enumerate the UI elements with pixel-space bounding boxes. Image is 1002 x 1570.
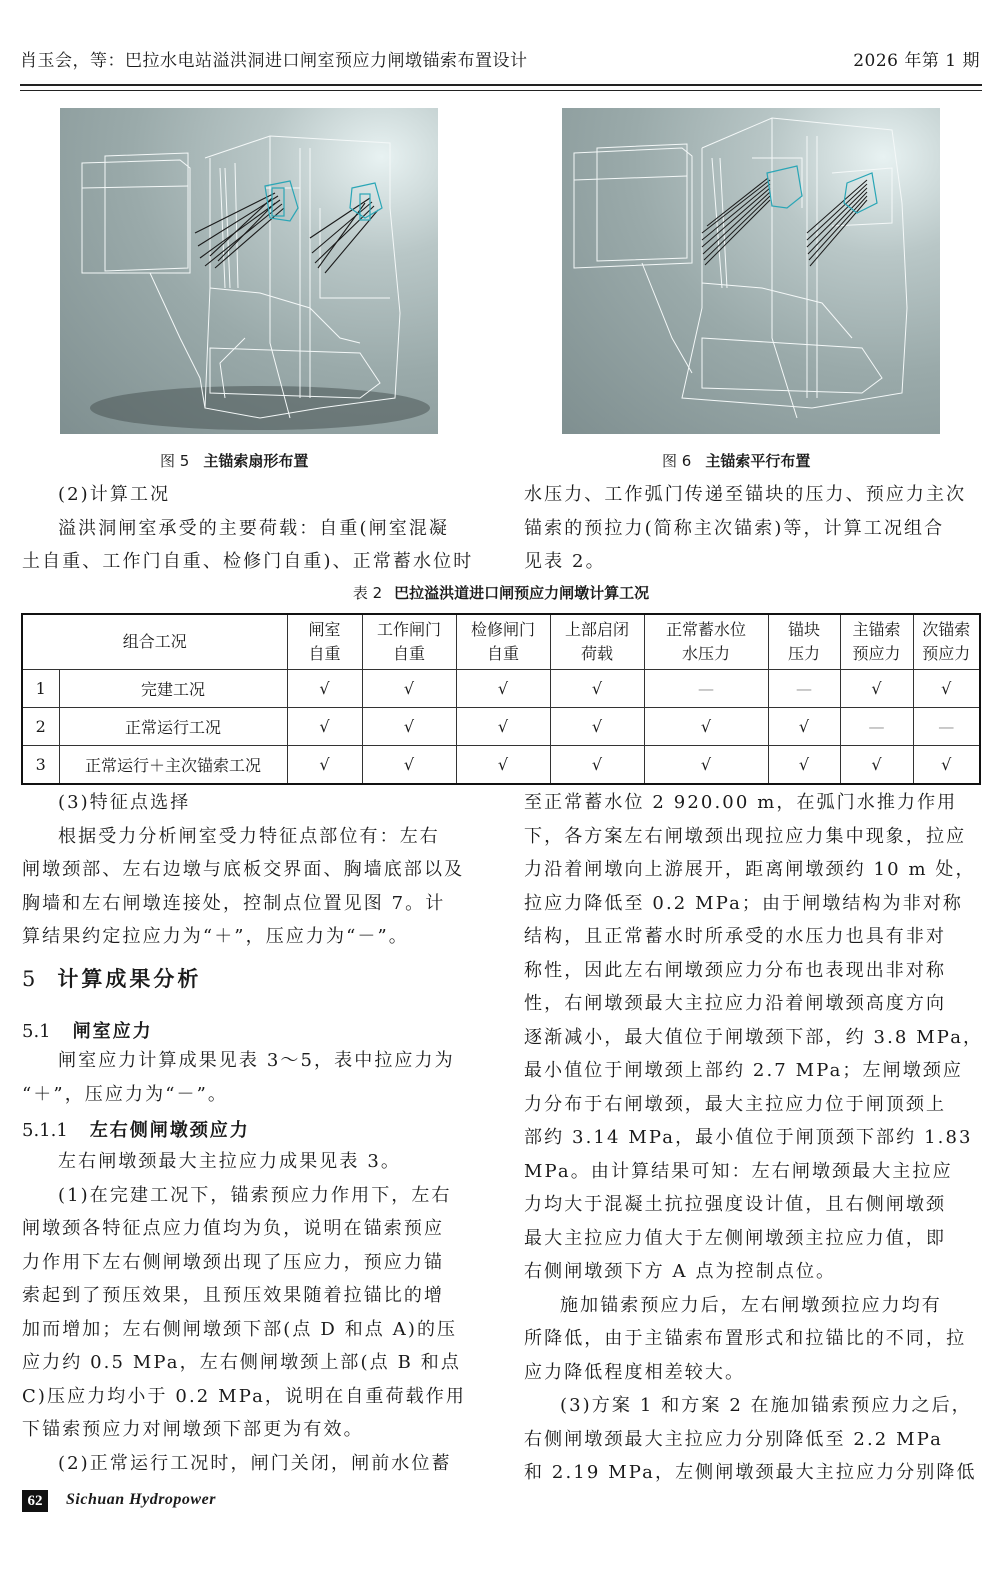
- row-condition-name: 正常运行工况: [59, 708, 287, 746]
- text-line: 所降低，由于主锚索布置形式和拉锚比的不同，拉: [524, 1328, 967, 1349]
- figure-caption-text: 主锚索扇形布置: [203, 452, 309, 470]
- text-line: MPa。由计算结果可知：左右闸墩颈最大主拉应: [524, 1160, 953, 1182]
- section-number: 5: [22, 967, 36, 991]
- section-5-1-1-text: [22, 1145, 476, 1480]
- text-line: 结构，且正常蓄水时所承受的水压力也具有非对: [524, 926, 947, 947]
- check-mark: √: [550, 746, 644, 785]
- text-line: C)压应力均小于 0.2 MPa，说明在自重荷载作用: [22, 1385, 466, 1407]
- text-line: 土自重、工作门自重、检修门自重)、正常蓄水位时: [22, 551, 474, 572]
- text-line: 力均大于混凝土抗拉强度设计值，且右侧闸墩颈: [524, 1194, 947, 1215]
- wireframe-model-fan: [60, 108, 438, 434]
- feature-points-section: [22, 786, 476, 954]
- header-cell: 工作闸门 自重: [362, 614, 456, 670]
- check-mark: √: [362, 670, 456, 708]
- section-number: 5.1.1: [22, 1120, 68, 1141]
- check-mark: √: [287, 746, 362, 785]
- text-line: (2)正常运行工况时，闸门关闭，闸前水位蓄: [58, 1452, 452, 1474]
- check-mark: √: [287, 708, 362, 746]
- text-line: 右侧闸墩颈最大主拉应力分别降低至 2.2 MPa: [524, 1428, 943, 1450]
- text-line: 胸墙和左右闸墩连接处，控制点位置见图 7。计: [22, 892, 446, 914]
- dash-mark: —: [840, 708, 913, 746]
- figure-6-image: [562, 108, 940, 434]
- figure-caption-text: 主锚索平行布置: [705, 452, 811, 470]
- header-rule: [20, 84, 982, 91]
- check-mark: √: [456, 670, 550, 708]
- figure-6-caption: [662, 450, 810, 471]
- running-header: [18, 44, 980, 74]
- text-line: 加而增加；左右侧闸墩颈下部(点 D 和点 A)的压: [22, 1318, 458, 1340]
- subheading: (3)特征点选择: [58, 792, 191, 813]
- header-cell: 检修闸门 自重: [456, 614, 550, 670]
- text-line: 见表 2。: [524, 551, 606, 572]
- table-2-title: [0, 582, 1002, 603]
- text-line: 和 2.19 MPa，左侧闸墩颈最大主拉应力分别降低: [524, 1462, 977, 1483]
- row-condition-name: 完建工况: [59, 670, 287, 708]
- header-cell: 闸室 自重: [287, 614, 362, 670]
- calc-conditions-section: [22, 478, 476, 579]
- wireframe-model-parallel: [562, 108, 940, 434]
- section-number: 5.1: [22, 1021, 51, 1042]
- text-line: 称性，因此左右闸墩颈应力分布也表现出非对称: [524, 959, 947, 981]
- dash-mark: —: [913, 708, 980, 746]
- table-row: [22, 746, 980, 785]
- table-number: 表 2: [352, 584, 383, 602]
- section-5-heading: [22, 963, 201, 993]
- text-line: 最小值位于闸墩颈上部约 2.7 MPa；左闸墩颈应: [524, 1060, 964, 1081]
- section-5-1-text: [22, 1044, 476, 1111]
- text-line: (1)在完建工况下，锚索预应力作用下，左右: [58, 1184, 452, 1206]
- check-mark: √: [768, 708, 840, 746]
- text-line: 应力降低程度相差较大。: [524, 1361, 746, 1383]
- check-mark: √: [840, 670, 913, 708]
- text-line: 拉应力降低至 0.2 MPa；由于闸墩结构为非对称: [524, 892, 964, 914]
- section-title: 闸室应力: [72, 1021, 153, 1042]
- header-cell: 主锚索 预应力: [840, 614, 913, 670]
- running-title: 肖玉会，等：巴拉水电站溢洪洞进口闸室预应力闸墩锚索布置设计: [20, 51, 528, 71]
- text-line: 闸墩颈部、左右边墩与底板交界面、胸墙底部以及: [22, 859, 465, 880]
- check-mark: √: [644, 746, 768, 785]
- text-line: 算结果约定拉应力为“＋”，压应力为“－”。: [22, 926, 409, 947]
- figure-number: 图 5: [160, 452, 190, 470]
- text-line: 闸室应力计算成果见表 3～5，表中拉应力为: [58, 1050, 455, 1071]
- header-cell: 正常蓄水位 水压力: [644, 614, 768, 670]
- figure-5-caption: [160, 450, 308, 471]
- check-mark: √: [768, 746, 840, 785]
- text-line: 闸墩颈各特征点应力值均为负，说明在锚索预应: [22, 1218, 445, 1239]
- text-line: 施加锚索预应力后，左右闸墩颈拉应力均有: [560, 1294, 942, 1316]
- header-cell: 锚块 压力: [768, 614, 840, 670]
- text-line: “＋”，压应力为“－”。: [22, 1083, 229, 1105]
- figure-5-image: [60, 108, 438, 434]
- header-combination: 组合工况: [22, 614, 287, 670]
- subheading: (2)计算工况: [58, 484, 171, 505]
- check-mark: √: [362, 708, 456, 746]
- text-line: (3)方案 1 和方案 2 在施加锚索预应力之后，: [560, 1395, 972, 1416]
- row-number: 1: [22, 670, 59, 708]
- text-line: 应力约 0.5 MPa，左右侧闸墩颈上部(点 B 和点: [22, 1352, 461, 1373]
- section-5-1-heading: [22, 1017, 153, 1043]
- section-5-1-1-heading: [22, 1116, 250, 1142]
- row-condition-name: 正常运行＋主次锚索工况: [59, 746, 287, 785]
- text-line: 索起到了预压效果，且预压效果随着拉锚比的增: [22, 1285, 445, 1306]
- table-row: [22, 708, 980, 746]
- calc-conditions-continued: [524, 478, 980, 579]
- header-cell: 次锚索 预应力: [913, 614, 980, 670]
- table-title-text: 巴拉溢洪道进口闸预应力闸墩计算工况: [394, 584, 650, 602]
- check-mark: √: [550, 670, 644, 708]
- text-line: 部约 3.14 MPa，最小值位于闸顶颈下部约 1.83: [524, 1127, 973, 1148]
- text-line: 逐渐减小，最大值位于闸墩颈下部，约 3.8 MPa，: [524, 1026, 984, 1048]
- right-column-text: [524, 786, 984, 1490]
- check-mark: √: [362, 746, 456, 785]
- check-mark: √: [550, 708, 644, 746]
- check-mark: √: [456, 708, 550, 746]
- page-number: 62: [22, 1490, 48, 1512]
- issue-label: 2026 年第 1 期: [853, 51, 980, 71]
- table-header-row: [22, 614, 980, 670]
- check-mark: √: [287, 670, 362, 708]
- text-line: 左右闸墩颈最大主拉应力成果见表 3。: [58, 1151, 401, 1172]
- check-mark: √: [644, 708, 768, 746]
- text-line: 下，各方案左右闸墩颈出现拉应力集中现象，拉应: [524, 825, 967, 847]
- table-row: [22, 670, 980, 708]
- figure-number: 图 6: [662, 452, 692, 470]
- table-2: [21, 613, 981, 785]
- text-line: 力分布于右闸墩颈，最大主拉应力位于闸顶颈上: [524, 1093, 947, 1115]
- row-number: 3: [22, 746, 59, 785]
- check-mark: √: [840, 746, 913, 785]
- dash-mark: —: [768, 670, 840, 708]
- check-mark: √: [913, 670, 980, 708]
- text-line: 右侧闸墩颈下方 A 点为控制点位。: [524, 1261, 837, 1282]
- check-mark: √: [456, 746, 550, 785]
- dash-mark: —: [644, 670, 768, 708]
- row-number: 2: [22, 708, 59, 746]
- text-line: 水压力、工作弧门传递至锚块的压力、预应力主次: [524, 484, 967, 505]
- text-line: 最大主拉应力值大于左侧闸墩颈主拉应力值，即: [524, 1227, 947, 1249]
- text-line: 锚索的预拉力(简称主次锚索)等，计算工况组合: [524, 517, 945, 539]
- text-line: 溢洪洞闸室承受的主要荷载：自重(闸室混凝: [58, 517, 450, 539]
- text-line: 力沿着闸墩向上游展开，距离闸墩颈约 10 m 处，: [524, 859, 976, 880]
- text-line: 至正常蓄水位 2 920.00 m，在弧门水推力作用: [524, 792, 958, 813]
- text-line: 下锚索预应力对闸墩颈下部更为有效。: [22, 1419, 364, 1440]
- section-title: 左右侧闸墩颈应力: [89, 1120, 250, 1141]
- header-cell: 上部启闭 荷载: [550, 614, 644, 670]
- journal-name: Sichuan Hydropower: [66, 1491, 216, 1508]
- section-title: 计算成果分析: [57, 967, 202, 991]
- text-line: 性，右闸墩颈最大主拉应力沿着闸墩颈高度方向: [524, 993, 947, 1014]
- text-line: 力作用下左右侧闸墩颈出现了压应力，预应力锚: [22, 1251, 445, 1273]
- text-line: 根据受力分析闸室受力特征点部位有：左右: [58, 825, 440, 847]
- check-mark: √: [913, 746, 980, 785]
